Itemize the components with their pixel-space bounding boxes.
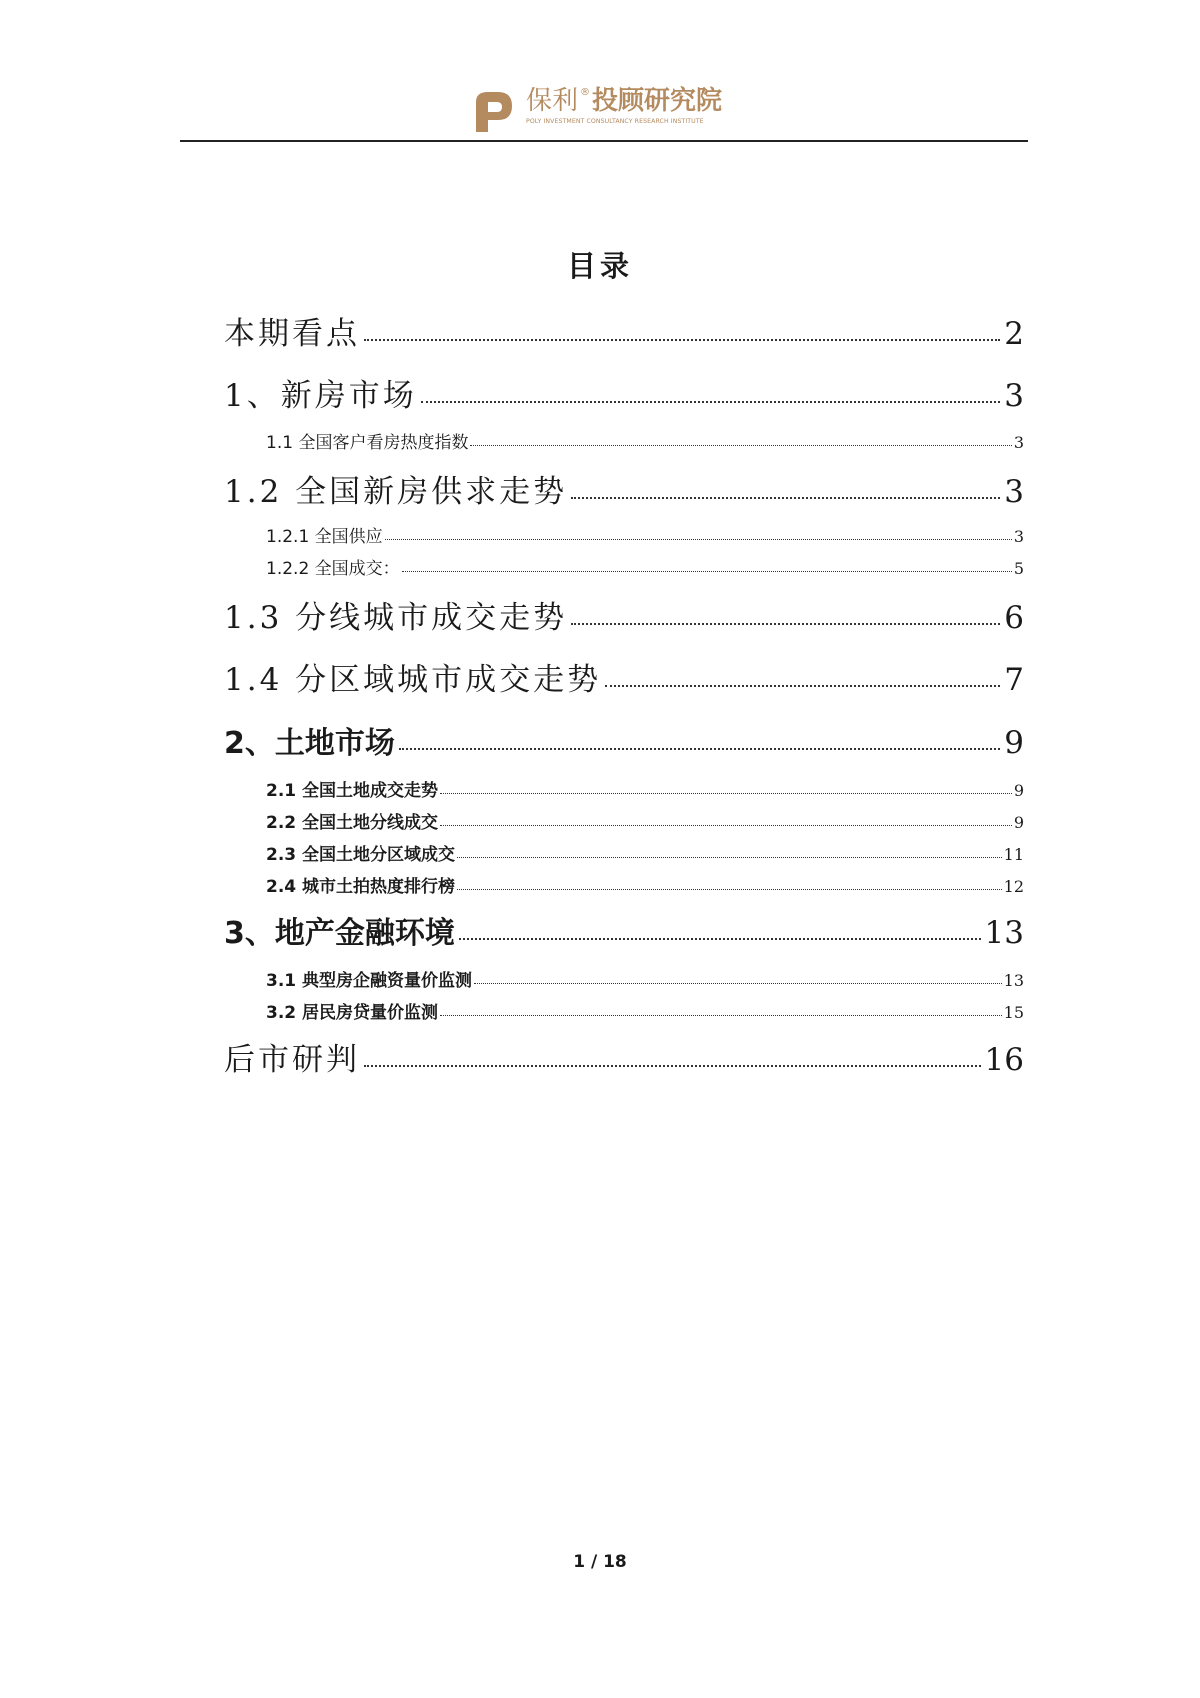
toc-entry-page: 3 <box>1013 433 1024 452</box>
toc-entry-label: 本期看点 <box>224 316 360 352</box>
toc-entry-page: 16 <box>984 1042 1024 1078</box>
logo-english-name: POLY INVESTMENT CONSULTANCY RESEARCH INSTITUTE <box>526 118 704 125</box>
toc-entry-label: 后市研判 <box>224 1042 360 1078</box>
toc-entry-page: 9 <box>1004 725 1024 761</box>
toc-entry-label: 3、地产金融环境 <box>224 916 455 951</box>
toc-leader <box>364 339 1000 341</box>
toc-entry-page: 9 <box>1013 781 1024 800</box>
toc-leader <box>440 1015 1002 1016</box>
logo-brand: 保利 <box>526 86 579 116</box>
toc-entry-1-1[interactable] <box>266 428 1024 454</box>
logo-registered-mark: ® <box>580 87 591 98</box>
toc-entry-land-market[interactable] <box>224 718 1024 762</box>
toc-entry-1-2-2[interactable] <box>266 554 1024 580</box>
toc-entry-2-1[interactable] <box>266 776 1024 802</box>
toc-entry-label: 1.2 全国新房供求走势 <box>224 474 568 510</box>
toc-entry-page: 15 <box>1003 1003 1024 1022</box>
toc-entry-label: 3.2 居民房贷量价监测 <box>266 1003 439 1023</box>
toc-leader <box>470 445 1011 446</box>
toc-leader <box>459 938 981 940</box>
toc-entry-label: 1、新房市场 <box>224 378 417 414</box>
toc-entry-page: 3 <box>1004 378 1024 414</box>
toc-entry-page: 9 <box>1013 813 1024 832</box>
toc-entry-label: 1.3 分线城市成交走势 <box>224 600 568 636</box>
toc-leader <box>605 685 1000 687</box>
toc-entry-label: 3.1 典型房企融资量价监测 <box>266 971 473 991</box>
toc-entry-page: 13 <box>984 915 1024 951</box>
toc-leader <box>364 1065 981 1067</box>
toc-entry-label: 1.2.1 全国供应 <box>266 527 383 547</box>
toc-entry-2-4[interactable] <box>266 872 1024 898</box>
toc-entry-label: 2.4 城市土拍热度排行榜 <box>266 877 456 897</box>
page-header <box>180 78 1028 142</box>
toc-entry-2-2[interactable] <box>266 808 1024 834</box>
toc-entry-page: 3 <box>1013 527 1024 546</box>
toc-leader <box>440 825 1012 826</box>
toc-entry-highlights[interactable] <box>224 308 1024 352</box>
toc-leader <box>421 401 1001 403</box>
toc-entry-page: 7 <box>1004 662 1024 698</box>
toc-entry-1-2[interactable] <box>224 466 1024 510</box>
toc-entry-page: 11 <box>1003 845 1024 864</box>
toc-entry-label: 1.2.2 全国成交： <box>266 559 400 579</box>
toc-entry-1-2-1[interactable] <box>266 522 1024 548</box>
toc-entry-2-3[interactable] <box>266 840 1024 866</box>
toc-leader <box>402 571 1012 572</box>
toc-entry-page: 3 <box>1004 474 1024 510</box>
toc-entry-label: 2、土地市场 <box>224 726 395 761</box>
toc-leader <box>571 623 1000 625</box>
toc-entry-page: 5 <box>1013 559 1024 578</box>
toc-leader <box>457 889 1002 890</box>
logo-text <box>526 88 722 125</box>
logo <box>472 88 722 134</box>
toc-entry-real-estate-finance[interactable] <box>224 908 1024 952</box>
toc-entry-label: 2.2 全国土地分线成交 <box>266 813 439 833</box>
toc-entry-label: 2.3 全国土地分区域成交 <box>266 845 456 865</box>
toc-entry-page: 13 <box>1003 971 1024 990</box>
toc-leader <box>457 857 1002 858</box>
toc-entry-label: 1.4 分区域城市成交走势 <box>224 662 602 698</box>
toc-leader <box>474 983 1002 984</box>
toc-entry-1-4[interactable] <box>224 654 1024 698</box>
logo-institute: 投顾研究院 <box>592 86 723 116</box>
toc-entry-1-3[interactable] <box>224 592 1024 636</box>
toc-entry-page: 2 <box>1004 316 1024 352</box>
toc-entry-page: 12 <box>1003 877 1024 896</box>
toc-entry-label: 1.1 全国客户看房热度指数 <box>266 433 469 453</box>
toc-entry-3-2[interactable] <box>266 998 1024 1024</box>
toc-leader <box>385 539 1012 540</box>
toc-leader <box>571 497 1000 499</box>
toc-title: 目录 <box>566 249 633 283</box>
poly-logo-icon <box>472 88 516 134</box>
toc-leader <box>440 793 1012 794</box>
toc-entry-outlook[interactable] <box>224 1034 1024 1078</box>
toc-entry-3-1[interactable] <box>266 966 1024 992</box>
toc-entry-label: 2.1 全国土地成交走势 <box>266 781 439 801</box>
toc-leader <box>399 748 1000 750</box>
toc-entry-page: 6 <box>1004 600 1024 636</box>
toc-entry-new-housing[interactable] <box>224 370 1024 414</box>
page-indicator: 1 / 18 <box>573 1552 627 1572</box>
